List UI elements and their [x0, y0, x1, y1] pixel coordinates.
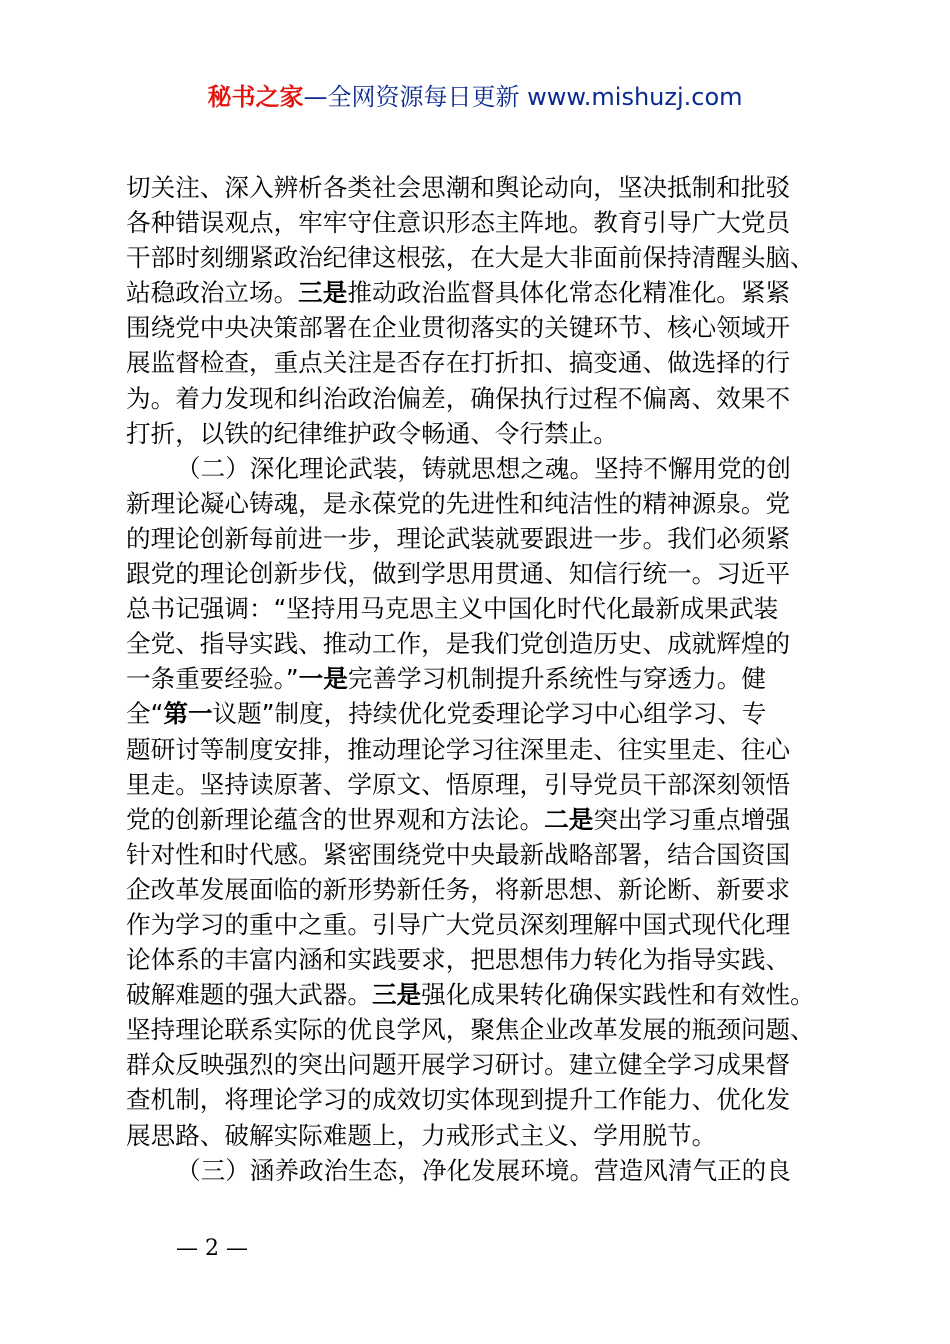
text-line: [126, 942, 838, 977]
text-line: [126, 591, 838, 626]
text-segment: 查机制，将理论学习的成效切实体现到提升工作能力、优化发: [126, 1085, 791, 1115]
text-segment: 里走。坚持读原著、学原文、悟原理，引导党员干部深刻领悟: [126, 769, 791, 799]
text-segment: 为。着力发现和纠治政治偏差，确保执行过程不偏离、效果不: [126, 383, 791, 413]
page-number: — 2 —: [176, 1236, 248, 1261]
text-segment: 突出学习重点增强: [593, 804, 791, 834]
site-brand: 秘书之家: [207, 83, 304, 111]
text-segment: 切关注、深入辨析各类社会思潮和舆论动向，坚决抵制和批驳: [126, 173, 791, 202]
text-segment: 议题”制度，持续优化党委理论学习中心组学习、专: [212, 699, 767, 729]
text-segment: 党的创新理论蕴含的世界观和方法论。: [126, 804, 545, 834]
text-segment: 推动政治监督具体化常态化精准化。紧紧: [347, 278, 791, 308]
text-line: [126, 521, 838, 556]
text-line: [126, 240, 838, 275]
text-line: [126, 1118, 838, 1153]
bold-phrase: 三是: [298, 278, 348, 308]
text-segment: （二）深化理论武装，铸就思想之魂。坚持不懈用党的创: [176, 453, 791, 483]
text-segment: 完善学习机制提升系统性与穿透力。健: [347, 664, 766, 694]
text-line: [126, 767, 838, 802]
text-segment: 论体系的丰富内涵和实践要求，把思想伟力转化为指导实践、: [126, 945, 791, 975]
bold-phrase: 第一: [163, 699, 213, 729]
text-segment: 坚持理论联系实际的优良学风，聚焦企业改革发展的瓶颈问题、: [126, 1015, 815, 1045]
text-segment: 干部时刻绷紧政治纪律这根弦，在大是大非面前保持清醒头脑、: [126, 243, 815, 273]
document-body: [126, 170, 838, 1188]
text-line: [126, 416, 838, 451]
text-segment: 打折，以铁的纪律维护政令畅通、令行禁止。: [126, 418, 618, 448]
text-segment: 针对性和时代感。紧密围绕党中央最新战略部署，结合国资国: [126, 839, 791, 869]
text-line: [126, 696, 838, 731]
text-line: [126, 1012, 838, 1047]
text-segment: 新理论凝心铸魂，是永葆党的先进性和纯洁性的精神源泉。党: [126, 488, 791, 518]
text-line: [126, 732, 838, 767]
text-line: [126, 802, 838, 837]
text-segment: 企改革发展面临的新形势新任务，将新思想、新论断、新要求: [126, 874, 791, 904]
site-tagline: —全网资源每日更新: [303, 83, 528, 111]
text-segment: 站稳政治立场。: [126, 278, 299, 308]
site-banner: [0, 80, 950, 114]
text-segment: 一条重要经验。”: [126, 664, 299, 694]
text-line: [126, 1153, 838, 1188]
text-segment: 题研讨等制度安排，推动理论学习往深里走、往实里走、往心: [126, 734, 791, 764]
text-line: [126, 1082, 838, 1117]
text-line: [126, 310, 838, 345]
text-line: [126, 626, 838, 661]
bold-phrase: 二是: [544, 804, 594, 834]
text-line: [126, 345, 838, 380]
text-segment: 跟党的理论创新步伐，做到学思用贯通、知信行统一。习近平: [126, 559, 791, 589]
text-line: [126, 556, 838, 591]
text-segment: 展监督检查，重点关注是否存在打折扣、搞变通、做选择的行: [126, 348, 791, 378]
site-url-link[interactable]: www.mishuzj.com: [527, 83, 743, 111]
text-line: [126, 907, 838, 942]
text-line: [126, 170, 838, 205]
text-line: [126, 486, 838, 521]
text-line: [126, 837, 838, 872]
text-segment: 群众反映强烈的突出问题开展学习研讨。建立健全学习成果督: [126, 1050, 791, 1080]
text-line: [126, 451, 838, 486]
text-segment: 全“: [126, 699, 164, 729]
bold-phrase: 三是: [371, 980, 422, 1010]
bold-phrase: 一是: [298, 664, 348, 694]
text-segment: 展思路、破解实际难题上，力戒形式主义、学用脱节。: [126, 1120, 717, 1150]
text-line: [126, 275, 838, 310]
text-segment: （三）涵养政治生态，净化发展环境。营造风清气正的良: [176, 1155, 791, 1185]
text-segment: 强化成果转化确保实践性和有效性。: [421, 980, 815, 1010]
text-line: [126, 205, 838, 240]
text-segment: 的理论创新每前进一步，理论武装就要跟进一步。我们必须紧: [126, 523, 791, 553]
text-line: [126, 872, 838, 907]
text-line: [126, 381, 838, 416]
text-line: [126, 977, 838, 1012]
text-segment: 总书记强调：“坚持用马克思主义中国化时代化最新成果武装: [126, 594, 779, 624]
text-segment: 破解难题的强大武器。: [126, 980, 372, 1010]
text-segment: 作为学习的重中之重。引导广大党员深刻理解中国式现代化理: [126, 909, 791, 939]
text-segment: 各种错误观点，牢牢守住意识形态主阵地。教育引导广大党员: [126, 208, 791, 238]
text-segment: 围绕党中央决策部署在企业贯彻落实的关键环节、核心领域开: [126, 313, 791, 343]
text-line: [126, 661, 838, 696]
text-segment: 全党、指导实践、推动工作，是我们党创造历史、成就辉煌的: [126, 629, 791, 659]
text-line: [126, 1047, 838, 1082]
